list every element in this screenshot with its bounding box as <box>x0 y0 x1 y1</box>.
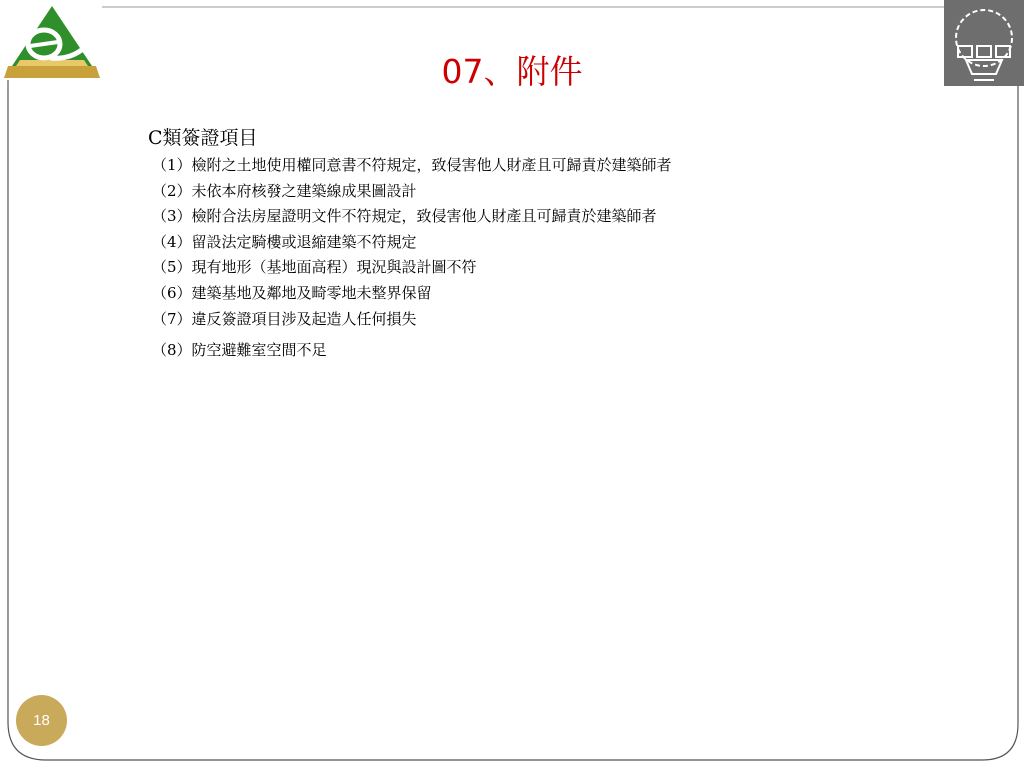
list-item: （7）違反簽證項目涉及起造人任何損失 <box>152 309 417 328</box>
list-item: （4）留設法定騎樓或退縮建築不符規定 <box>152 232 417 251</box>
page-number-badge: 18 <box>16 695 67 746</box>
list-item: （2）未依本府核發之建築線成果圖設計 <box>152 181 417 200</box>
list-item: （3）檢附合法房屋證明文件不符規定，致侵害他人財產且可歸責於建築師者 <box>152 207 657 226</box>
list-item: （5）現有地形（基地面高程）現況與設計圖不符 <box>152 258 477 277</box>
item-list <box>148 153 868 364</box>
lightbulb-logo <box>944 0 1024 86</box>
slide-content <box>148 124 868 364</box>
list-item: （6）建築基地及鄰地及畸零地未整界保留 <box>152 283 432 302</box>
section-heading: C類簽證項目 <box>148 127 258 149</box>
list-item: （8）防空避難室空間不足 <box>152 341 327 360</box>
architect-association-logo <box>0 2 104 82</box>
list-item: （1）檢附之土地使用權同意書不符規定，致侵害他人財產且可歸責於建築師者 <box>152 156 672 174</box>
slide-title: 07、附件 <box>441 52 583 91</box>
